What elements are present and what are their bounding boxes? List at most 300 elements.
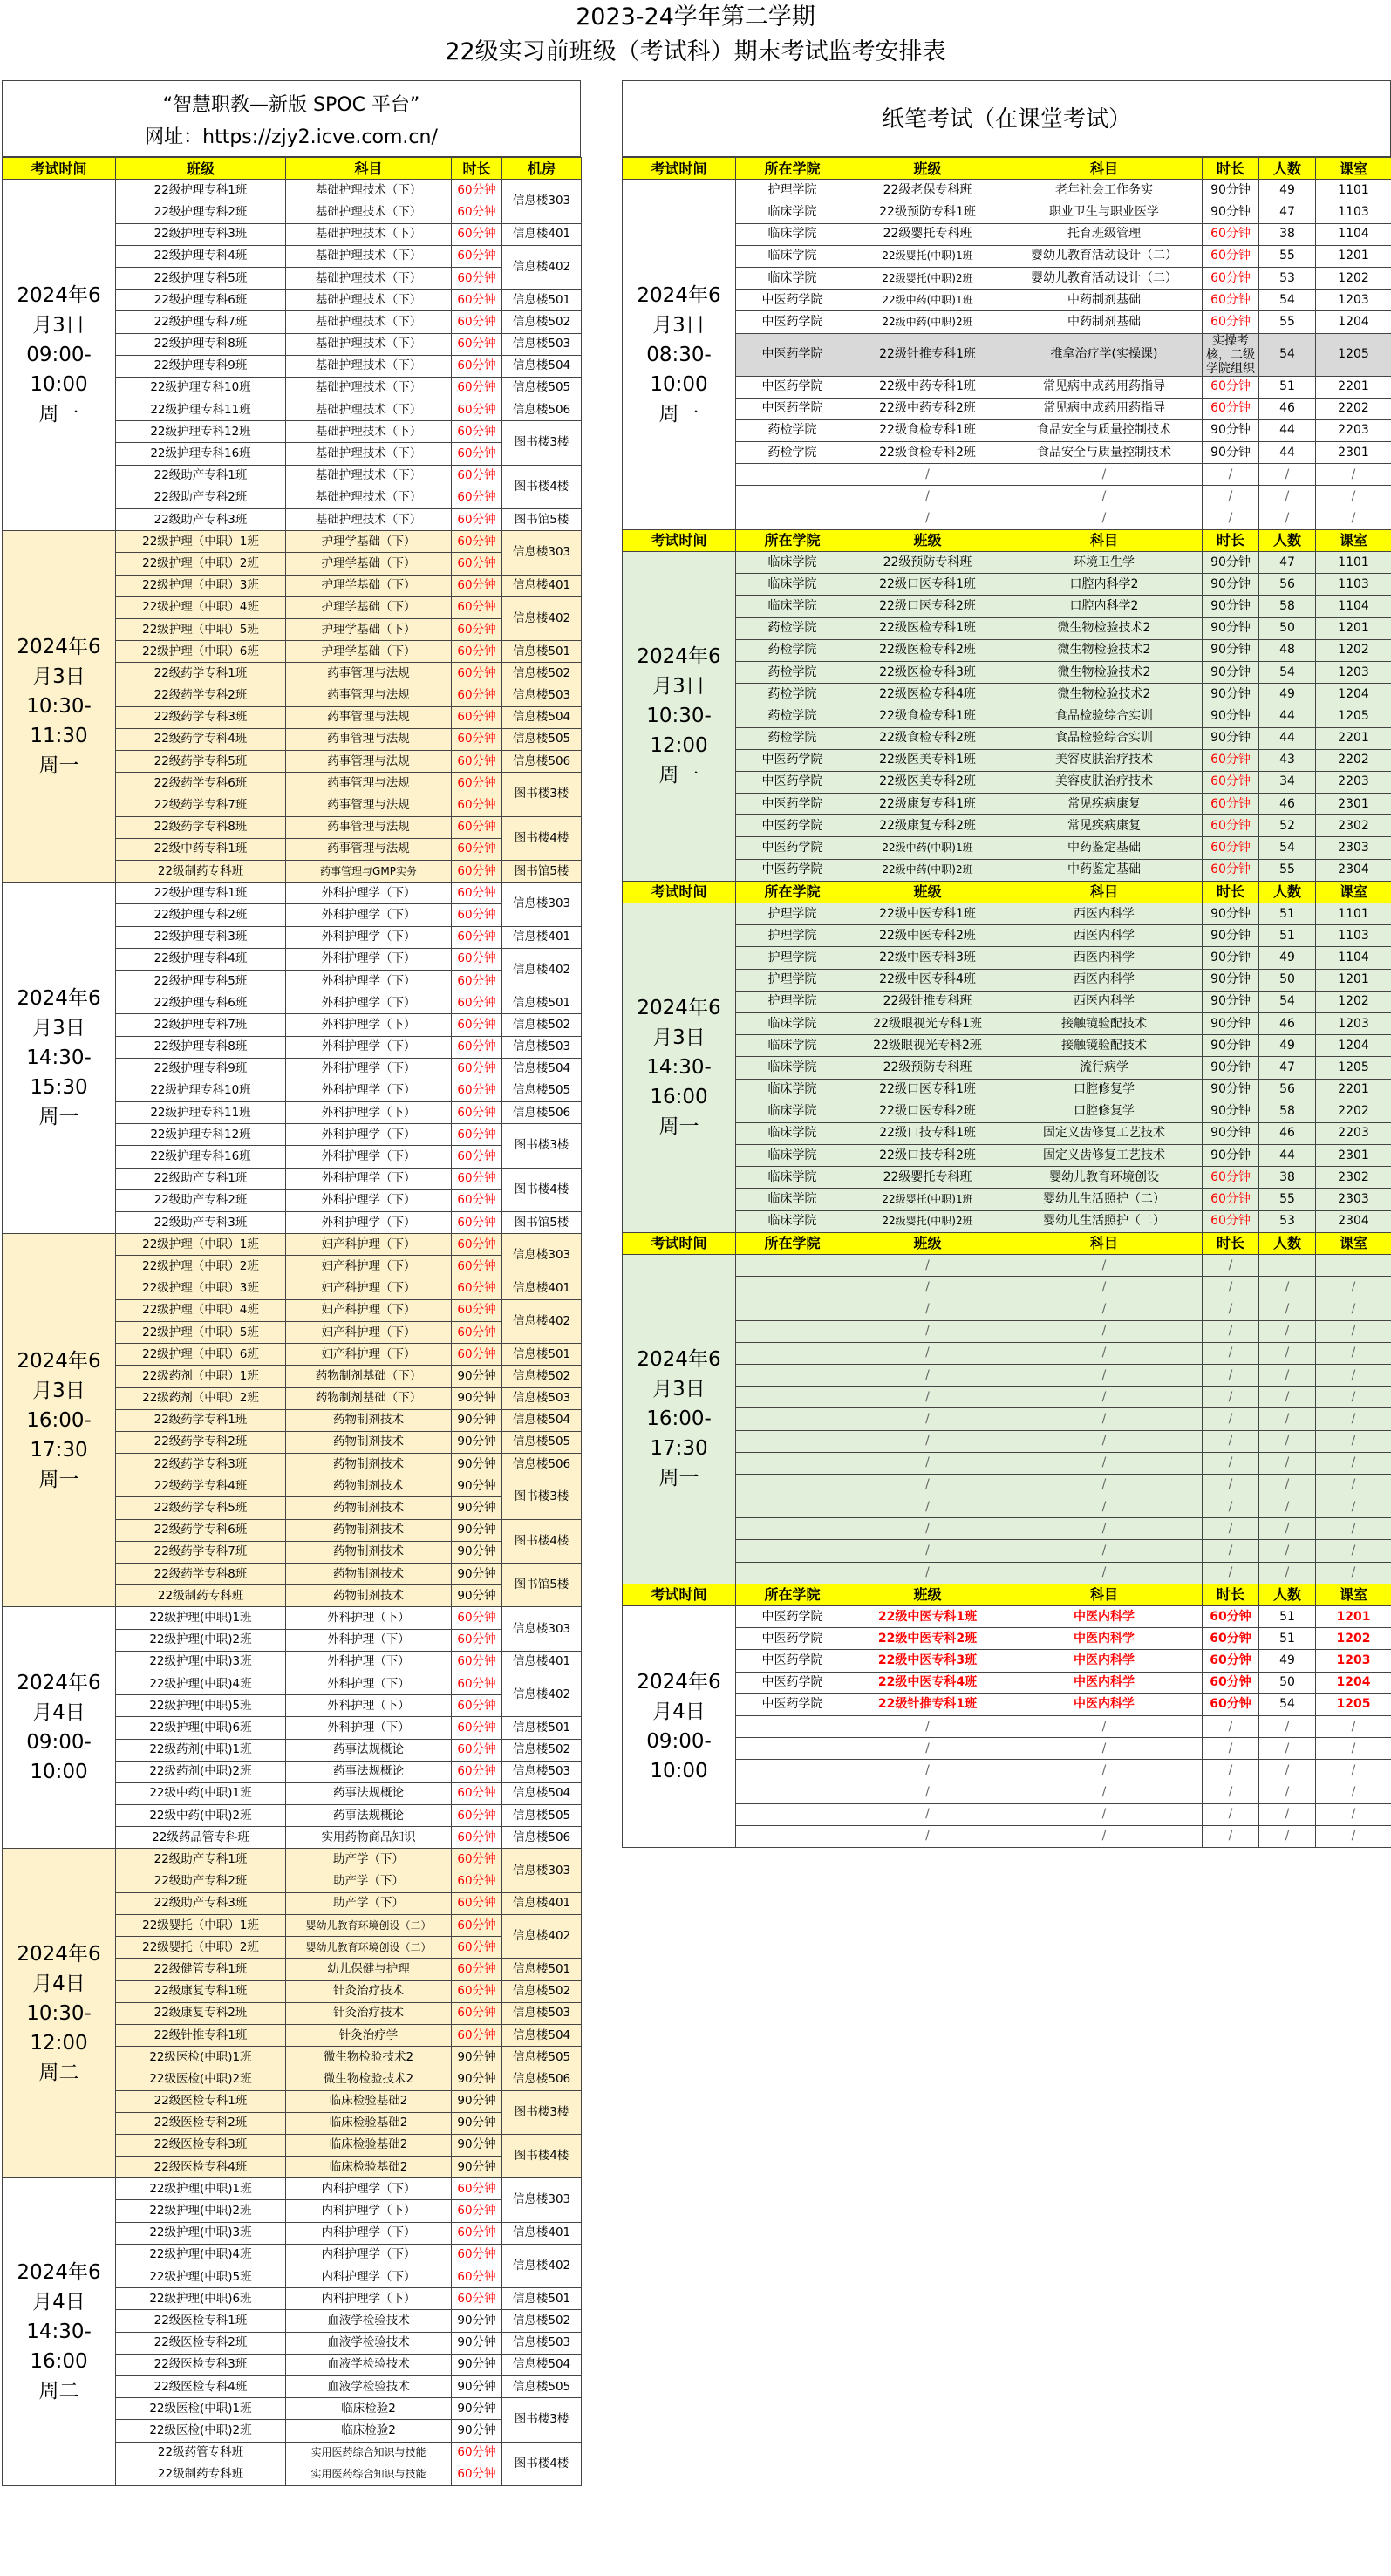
- college-cell: 中医药学院: [736, 1693, 849, 1715]
- right-header-row: [623, 1232, 1391, 1254]
- class-cell: 22级护理专科1班: [116, 883, 286, 904]
- duration-cell: 60分钟: [452, 290, 502, 311]
- room-cell: 信息楼303: [502, 1607, 582, 1651]
- room-cell: 图书楼3楼: [502, 421, 582, 465]
- duration-cell: 60分钟: [452, 1344, 502, 1366]
- duration-cell: /: [1203, 1474, 1259, 1496]
- college-cell: 临床学院: [736, 245, 849, 267]
- class-cell: 22级食检专科2班: [849, 727, 1006, 749]
- count-cell: 47: [1259, 201, 1316, 223]
- exam-time-cell: 2024年6 月3日 16:00- 17:30 周一: [3, 1234, 116, 1607]
- subject-cell: 基础护理技术（下）: [286, 421, 452, 443]
- count-cell: 51: [1259, 376, 1316, 398]
- room-cell: 图书楼4楼: [502, 2134, 582, 2177]
- table-row: [623, 223, 1391, 245]
- count-cell: 54: [1259, 1693, 1316, 1715]
- class-cell: 22级护理（中职）1班: [116, 1234, 286, 1256]
- subject-cell: 推拿治疗学(实操课): [1006, 333, 1203, 376]
- duration-cell: 60分钟: [452, 575, 502, 596]
- subject-cell: 内科护理学（下）: [286, 2200, 452, 2222]
- room-cell: 2303: [1316, 1189, 1391, 1210]
- college-cell: [736, 1320, 849, 1342]
- room-cell: 1201: [1316, 245, 1391, 267]
- table-row: [623, 290, 1391, 311]
- subject-cell: 外科护理学（下）: [286, 883, 452, 904]
- class-cell: 22级护理专科5班: [116, 267, 286, 289]
- subject-cell: 基础护理技术（下）: [286, 245, 452, 267]
- table-row: [623, 419, 1391, 441]
- college-cell: 临床学院: [736, 267, 849, 289]
- room-cell: 信息楼303: [502, 883, 582, 926]
- duration-cell: /: [1203, 1540, 1259, 1562]
- duration-cell: 90分钟: [452, 2157, 502, 2178]
- count-cell: /: [1259, 1782, 1316, 1803]
- subject-cell: /: [1006, 1562, 1203, 1584]
- table-row: [623, 1255, 1391, 1277]
- duration-cell: 60分钟: [452, 1782, 502, 1804]
- page-titles: [0, 0, 1391, 70]
- duration-cell: 60分钟: [452, 180, 502, 201]
- class-cell: 22级护理(中职)2班: [116, 1629, 286, 1651]
- duration-cell: 60分钟: [452, 1695, 502, 1717]
- duration-cell: 60分钟: [1203, 398, 1259, 419]
- duration-cell: 90分钟: [1203, 661, 1259, 683]
- room-cell: 1103: [1316, 574, 1391, 596]
- class-cell: 22级预防专科1班: [849, 201, 1006, 223]
- room-cell: 2301: [1316, 1145, 1391, 1167]
- college-cell: 中医药学院: [736, 376, 849, 398]
- room-cell: 2301: [1316, 442, 1391, 464]
- table-row: [623, 1277, 1391, 1298]
- paper-exam-title: 纸笔考试（在课堂考试）: [881, 106, 1131, 133]
- room-cell: 1101: [1316, 180, 1391, 201]
- room-cell: 图书楼4楼: [502, 2442, 582, 2485]
- class-cell: 22级中药专科1班: [849, 376, 1006, 398]
- room-cell: /: [1316, 486, 1391, 508]
- right-header-cell: 课室: [1316, 881, 1391, 903]
- duration-cell: 90分钟: [452, 1585, 502, 1607]
- subject-cell: 妇产科护理（下）: [286, 1344, 452, 1366]
- subject-cell: 常见疾病康复: [1006, 794, 1203, 815]
- room-cell: /: [1316, 1760, 1391, 1782]
- duration-cell: 60分钟: [1203, 1606, 1259, 1628]
- duration-cell: 60分钟: [452, 1058, 502, 1080]
- class-cell: 22级药学专科1班: [116, 663, 286, 685]
- college-cell: 临床学院: [736, 201, 849, 223]
- class-cell: 22级婴托(中职)2班: [849, 1210, 1006, 1232]
- subject-cell: 针灸治疗技术: [286, 2002, 452, 2024]
- room-cell: 1203: [1316, 1012, 1391, 1034]
- right-header-cell: 考试时间: [623, 1584, 736, 1605]
- table-row: [3, 1234, 582, 1256]
- left-schedule: [2, 157, 581, 2486]
- class-cell: 22级助产专科1班: [116, 1849, 286, 1871]
- room-cell: 信息楼501: [502, 290, 582, 311]
- duration-cell: 60分钟: [1203, 311, 1259, 333]
- count-cell: 49: [1259, 947, 1316, 969]
- duration-cell: /: [1203, 1825, 1259, 1847]
- class-cell: 22级医检专科2班: [116, 2332, 286, 2354]
- subject-cell: /: [1006, 1430, 1203, 1452]
- table-row: [623, 1101, 1391, 1122]
- class-cell: 22级医检专科2班: [849, 639, 1006, 661]
- subject-cell: 临床检验2: [286, 2420, 452, 2442]
- room-cell: 图书楼4楼: [502, 1168, 582, 1211]
- duration-cell: 60分钟: [452, 1321, 502, 1343]
- room-cell: 信息楼501: [502, 1717, 582, 1739]
- duration-cell: /: [1203, 1496, 1259, 1518]
- room-cell: 信息楼504: [502, 1058, 582, 1080]
- subject-cell: 外科护理（下）: [286, 1607, 452, 1629]
- class-cell: 22级制药专科班: [116, 861, 286, 883]
- duration-cell: 60分钟: [452, 1761, 502, 1782]
- class-cell: 22级药学专科6班: [116, 1519, 286, 1541]
- class-cell: 22级中医专科3班: [849, 947, 1006, 969]
- class-cell: 22级助产专科3班: [116, 509, 286, 531]
- exam-time-cell: 2024年6 月3日 16:00- 17:30 周一: [623, 1255, 736, 1584]
- class-cell: /: [849, 1364, 1006, 1386]
- duration-cell: 90分钟: [452, 2134, 502, 2156]
- count-cell: 47: [1259, 1057, 1316, 1079]
- room-cell: 1205: [1316, 705, 1391, 727]
- room-cell: 1205: [1316, 1057, 1391, 1079]
- exam-time-cell: 2024年6 月4日 14:30- 16:00 周二: [3, 2178, 116, 2486]
- room-cell: [1316, 1255, 1391, 1277]
- room-cell: /: [1316, 1825, 1391, 1847]
- class-cell: /: [849, 1518, 1006, 1540]
- right-header-cell: 科目: [1006, 1232, 1203, 1254]
- subject-cell: /: [1006, 1782, 1203, 1803]
- room-cell: 2201: [1316, 376, 1391, 398]
- table-row: [3, 1849, 582, 1871]
- class-cell: 22级口技专科2班: [849, 1145, 1006, 1167]
- room-cell: 信息楼504: [502, 2354, 582, 2375]
- subject-cell: /: [1006, 1474, 1203, 1496]
- subject-cell: 外科护理学（下）: [286, 1080, 452, 1101]
- class-cell: /: [849, 1255, 1006, 1277]
- subject-cell: /: [1006, 1320, 1203, 1342]
- table-row: [623, 486, 1391, 508]
- college-cell: 中医药学院: [736, 311, 849, 333]
- duration-cell: 60分钟: [452, 992, 502, 1014]
- room-cell: 信息楼401: [502, 223, 582, 245]
- subject-cell: 护理学基础（下）: [286, 618, 452, 640]
- class-cell: 22级护理专科7班: [116, 1014, 286, 1036]
- class-cell: 22级护理专科4班: [116, 948, 286, 970]
- room-cell: 信息楼401: [502, 2222, 582, 2244]
- duration-cell: 60分钟: [452, 1102, 502, 1124]
- class-cell: 22级医美专科2班: [849, 771, 1006, 793]
- count-cell: 52: [1259, 815, 1316, 837]
- subject-cell: 中医内科学: [1006, 1693, 1203, 1715]
- count-cell: 58: [1259, 1101, 1316, 1122]
- exam-time-cell: 2024年6 月3日 14:30- 16:00 周一: [623, 903, 736, 1233]
- class-cell: /: [849, 1277, 1006, 1298]
- right-header-cell: 考试时间: [623, 881, 736, 903]
- duration-cell: 60分钟: [452, 1629, 502, 1651]
- room-cell: 1103: [1316, 201, 1391, 223]
- class-cell: 22级护理(中职)5班: [116, 1695, 286, 1717]
- duration-cell: 60分钟: [452, 596, 502, 618]
- class-cell: 22级康复专科1班: [116, 1980, 286, 2002]
- subject-cell: 血液学检验技术: [286, 2375, 452, 2397]
- class-cell: 22级护理专科2班: [116, 201, 286, 223]
- duration-cell: 90分钟: [452, 2068, 502, 2090]
- table-row: [623, 969, 1391, 991]
- class-cell: 22级药学专科8班: [116, 1564, 286, 1585]
- subject-cell: 食品安全与质量控制技术: [1006, 419, 1203, 441]
- duration-cell: 60分钟: [452, 706, 502, 728]
- class-cell: 22级医检(中职)2班: [116, 2068, 286, 2090]
- room-cell: 1202: [1316, 267, 1391, 289]
- count-cell: 54: [1259, 837, 1316, 859]
- duration-cell: 60分钟: [452, 333, 502, 355]
- room-cell: 信息楼402: [502, 948, 582, 992]
- room-cell: 信息楼502: [502, 311, 582, 333]
- class-cell: 22级护理(中职)1班: [116, 1607, 286, 1629]
- duration-cell: 60分钟: [452, 1892, 502, 1914]
- class-cell: 22级护理（中职）2班: [116, 1256, 286, 1278]
- count-cell: 50: [1259, 617, 1316, 639]
- college-cell: [736, 464, 849, 486]
- right-header-cell: 所在学院: [736, 529, 849, 551]
- table-row: [623, 1672, 1391, 1693]
- college-cell: [736, 1277, 849, 1298]
- class-cell: 22级药学专科1班: [116, 1409, 286, 1431]
- class-cell: 22级针推专科1班: [116, 2024, 286, 2046]
- exam-time-cell: 2024年6 月4日 09:00- 10:00: [623, 1606, 736, 1848]
- class-cell: 22级针推专科班: [849, 991, 1006, 1012]
- college-cell: [736, 1474, 849, 1496]
- count-cell: /: [1259, 1364, 1316, 1386]
- room-cell: 1201: [1316, 969, 1391, 991]
- subject-cell: 药物制剂基础（下）: [286, 1387, 452, 1409]
- subject-cell: 外科护理（下）: [286, 1717, 452, 1739]
- class-cell: 22级医检专科3班: [116, 2134, 286, 2156]
- subject-cell: 妇产科护理（下）: [286, 1278, 452, 1299]
- subject-cell: 临床检验基础2: [286, 2090, 452, 2112]
- college-cell: 中医药学院: [736, 1672, 849, 1693]
- class-cell: 22级药剂(中职)1班: [116, 1739, 286, 1761]
- count-cell: 50: [1259, 969, 1316, 991]
- right-header-row: [623, 529, 1391, 551]
- subject-cell: /: [1006, 1803, 1203, 1825]
- subject-cell: 常见疾病康复: [1006, 815, 1203, 837]
- class-cell: 22级护理专科7班: [116, 311, 286, 333]
- class-cell: 22级口医专科1班: [849, 574, 1006, 596]
- subject-cell: /: [1006, 1387, 1203, 1408]
- college-cell: [736, 1430, 849, 1452]
- table-row: [623, 1057, 1391, 1079]
- subject-cell: 基础护理技术（下）: [286, 290, 452, 311]
- class-cell: 22级护理（中职）1班: [116, 531, 286, 553]
- subject-cell: 护理学基础（下）: [286, 553, 452, 575]
- table-row: [623, 925, 1391, 947]
- table-row: [623, 1562, 1391, 1584]
- count-cell: 44: [1259, 1145, 1316, 1167]
- class-cell: 22级药剂(中职)2班: [116, 1761, 286, 1782]
- college-cell: 中医药学院: [736, 1650, 849, 1672]
- duration-cell: 60分钟: [452, 1014, 502, 1036]
- right-header-cell: 班级: [849, 881, 1006, 903]
- count-cell: 58: [1259, 596, 1316, 617]
- subject-cell: 药事法规概论: [286, 1782, 452, 1804]
- subject-cell: 流行病学: [1006, 1057, 1203, 1079]
- room-cell: 信息楼402: [502, 1299, 582, 1343]
- subject-cell: /: [1006, 1255, 1203, 1277]
- duration-cell: /: [1203, 1452, 1259, 1474]
- paper-exam-table: [622, 157, 1391, 1848]
- duration-cell: /: [1203, 1320, 1259, 1342]
- room-cell: 信息楼502: [502, 1980, 582, 2002]
- duration-cell: 60分钟: [452, 2464, 502, 2485]
- room-cell: /: [1316, 1298, 1391, 1320]
- class-cell: /: [849, 1430, 1006, 1452]
- count-cell: 44: [1259, 419, 1316, 441]
- table-row: [623, 180, 1391, 201]
- count-cell: 54: [1259, 991, 1316, 1012]
- duration-cell: /: [1203, 1387, 1259, 1408]
- college-cell: 护理学院: [736, 925, 849, 947]
- class-cell: 22级医检(中职)1班: [116, 2047, 286, 2068]
- room-cell: 1201: [1316, 617, 1391, 639]
- count-cell: 44: [1259, 705, 1316, 727]
- table-row: [623, 1452, 1391, 1474]
- class-cell: 22级药品管专科班: [116, 1827, 286, 1849]
- subject-cell: /: [1006, 1277, 1203, 1298]
- college-cell: 临床学院: [736, 574, 849, 596]
- duration-cell: 60分钟: [452, 1849, 502, 1871]
- room-cell: 图书馆5楼: [502, 1564, 582, 1607]
- duration-cell: 90分钟: [452, 2354, 502, 2375]
- count-cell: /: [1259, 464, 1316, 486]
- subject-cell: 外科护理（下）: [286, 1629, 452, 1651]
- subject-cell: 微生物检验技术2: [1006, 661, 1203, 683]
- room-cell: 1202: [1316, 1628, 1391, 1650]
- subject-cell: 常见病中成药用药指导: [1006, 376, 1203, 398]
- class-cell: 22级护理(中职)6班: [116, 2288, 286, 2310]
- right-header-cell: 所在学院: [736, 881, 849, 903]
- class-cell: /: [849, 486, 1006, 508]
- college-cell: 护理学院: [736, 991, 849, 1012]
- class-cell: 22级医检专科4班: [849, 684, 1006, 705]
- subject-cell: 助产学（下）: [286, 1871, 452, 1892]
- college-cell: [736, 1496, 849, 1518]
- subject-cell: 药物制剂技术: [286, 1431, 452, 1453]
- exam-time-cell: 2024年6 月4日 10:30- 12:00 周二: [3, 1849, 116, 2178]
- subject-cell: 婴幼儿教育环境创设（二）: [286, 1915, 452, 1937]
- table-row: [623, 1387, 1391, 1408]
- duration-cell: 90分钟: [452, 1409, 502, 1431]
- class-cell: /: [849, 1342, 1006, 1364]
- room-cell: 1202: [1316, 639, 1391, 661]
- class-cell: /: [849, 1825, 1006, 1847]
- duration-cell: 90分钟: [1203, 1101, 1259, 1122]
- count-cell: /: [1259, 1562, 1316, 1584]
- duration-cell: 60分钟: [452, 1256, 502, 1278]
- class-cell: 22级中药(中职)2班: [849, 859, 1006, 881]
- subject-cell: 基础护理技术（下）: [286, 223, 452, 245]
- duration-cell: 60分钟: [452, 685, 502, 706]
- duration-cell: 90分钟: [452, 1387, 502, 1409]
- duration-cell: 90分钟: [452, 2420, 502, 2442]
- table-row: [623, 1803, 1391, 1825]
- right-title-header: [622, 80, 1391, 157]
- table-row: [623, 245, 1391, 267]
- duration-cell: 60分钟: [452, 861, 502, 883]
- subject-cell: 婴幼儿教育环境创设（二）: [286, 1937, 452, 1959]
- duration-cell: 60分钟: [1203, 771, 1259, 793]
- college-cell: 临床学院: [736, 596, 849, 617]
- table-row: [3, 531, 582, 553]
- count-cell: 46: [1259, 398, 1316, 419]
- subject-cell: 药事管理与法规: [286, 663, 452, 685]
- table-row: [623, 1650, 1391, 1672]
- class-cell: /: [849, 1452, 1006, 1474]
- table-row: [3, 1607, 582, 1629]
- duration-cell: 60分钟: [452, 2442, 502, 2464]
- duration-cell: 60分钟: [452, 267, 502, 289]
- duration-cell: 90分钟: [1203, 684, 1259, 705]
- subject-cell: 西医内科学: [1006, 947, 1203, 969]
- room-cell: 1204: [1316, 1035, 1391, 1057]
- class-cell: /: [849, 464, 1006, 486]
- right-header-cell: 考试时间: [623, 529, 736, 551]
- college-cell: 临床学院: [736, 1101, 849, 1122]
- count-cell: 43: [1259, 749, 1316, 771]
- class-cell: 22级护理(中职)2班: [116, 2200, 286, 2222]
- count-cell: 55: [1259, 1189, 1316, 1210]
- subject-cell: 中药制剂基础: [1006, 290, 1203, 311]
- class-cell: 22级中药专科2班: [849, 398, 1006, 419]
- subject-cell: 外科护理学（下）: [286, 1058, 452, 1080]
- table-row: [623, 464, 1391, 486]
- subject-cell: 临床检验基础2: [286, 2134, 452, 2156]
- room-cell: 信息楼303: [502, 531, 582, 575]
- count-cell: /: [1259, 1540, 1316, 1562]
- duration-cell: 60分钟: [1203, 376, 1259, 398]
- duration-cell: 60分钟: [1203, 815, 1259, 837]
- table-row: [623, 1167, 1391, 1189]
- duration-cell: 90分钟: [452, 1431, 502, 1453]
- class-cell: 22级护理专科10班: [116, 1080, 286, 1101]
- duration-cell: /: [1203, 1408, 1259, 1430]
- duration-cell: 60分钟: [452, 794, 502, 816]
- class-cell: 22级中药(中职)1班: [849, 290, 1006, 311]
- class-cell: /: [849, 1474, 1006, 1496]
- duration-cell: 60分钟: [452, 355, 502, 377]
- duration-cell: 90分钟: [1203, 574, 1259, 596]
- duration-cell: /: [1203, 1364, 1259, 1386]
- table-row: [623, 661, 1391, 683]
- college-cell: 临床学院: [736, 1035, 849, 1057]
- right-header-cell: 科目: [1006, 158, 1203, 180]
- class-cell: 22级护理（中职）3班: [116, 1278, 286, 1299]
- count-cell: 38: [1259, 223, 1316, 245]
- count-cell: /: [1259, 1474, 1316, 1496]
- duration-cell: /: [1203, 1518, 1259, 1540]
- class-cell: 22级护理（中职）2班: [116, 553, 286, 575]
- college-cell: 中医药学院: [736, 1628, 849, 1650]
- class-cell: 22级医检专科1班: [849, 617, 1006, 639]
- duration-cell: 90分钟: [1203, 925, 1259, 947]
- class-cell: 22级医检(中职)2班: [116, 2420, 286, 2442]
- subject-cell: 妇产科护理（下）: [286, 1299, 452, 1321]
- class-cell: /: [849, 1496, 1006, 1518]
- duration-cell: 90分钟: [1203, 1079, 1259, 1101]
- room-cell: 信息楼303: [502, 1849, 582, 1892]
- college-cell: 药检学院: [736, 617, 849, 639]
